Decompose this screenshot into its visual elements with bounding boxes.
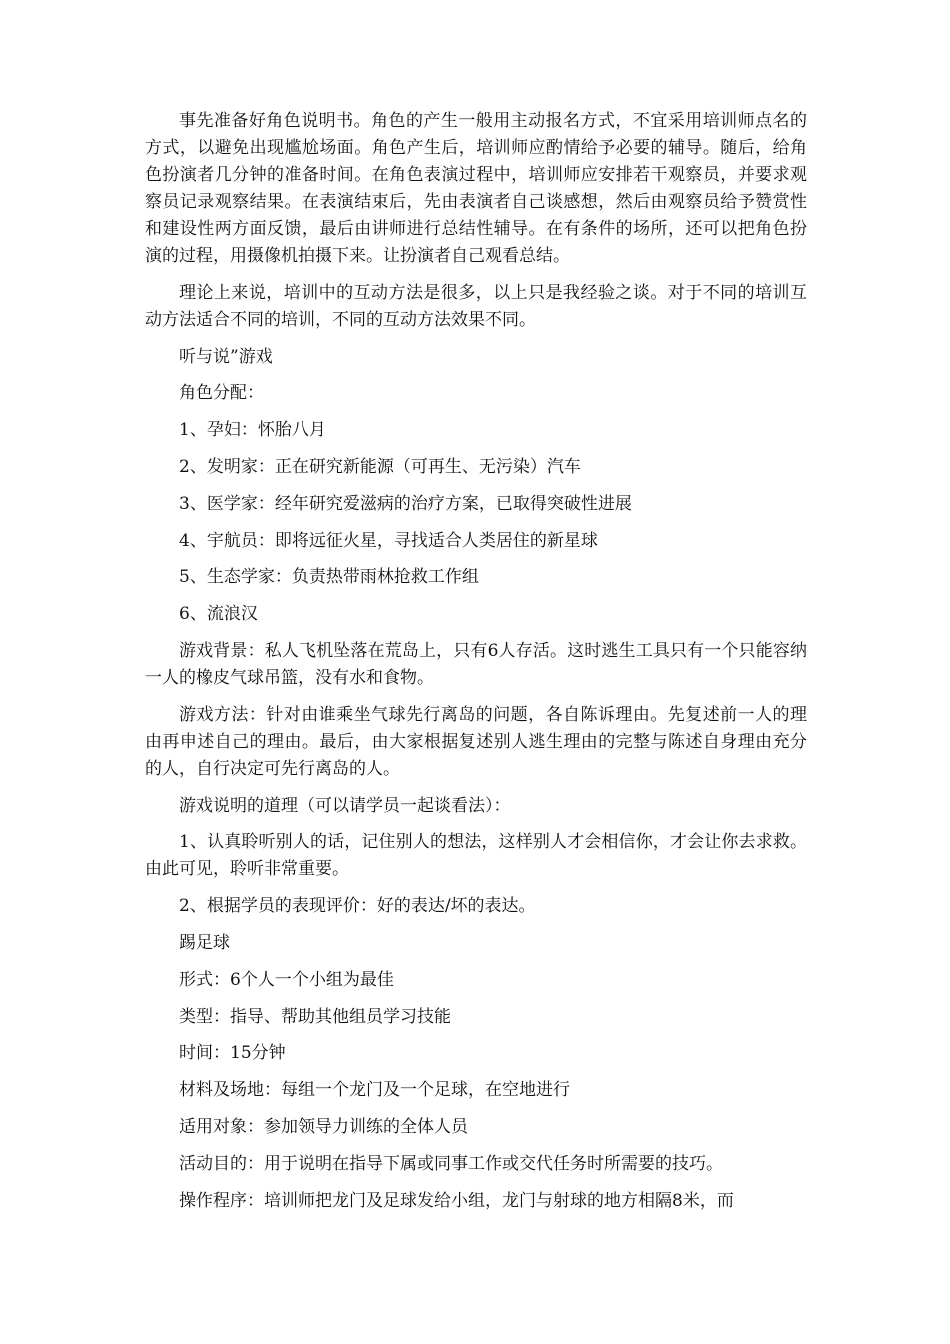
list-item-lesson-2: 2、根据学员的表现评价：好的表达/坏的表达。 (179, 896, 536, 917)
paragraph-target-audience: 适用对象：参加领导力训练的全体人员 (179, 1116, 468, 1137)
paragraph-role-assignment: 角色分配： (179, 383, 264, 404)
paragraph-materials-venue: 材料及场地：每组一个龙门及一个足球，在空地进行 (179, 1080, 570, 1101)
list-item-role-4: 4、宇航员：即将远征火星，寻找适合人类居住的新星球 (179, 530, 598, 551)
list-item-lesson-1: 1、认真聆听别人的话，记住别人的想法，这样别人才会相信你，才会让你去求救。由此可见，聆听非常重要。 (145, 832, 807, 880)
paragraph-time: 时间：15分钟 (179, 1043, 286, 1064)
list-item-role-2: 2、发明家：正在研究新能源（可再生、无污染）汽车 (179, 456, 581, 477)
paragraph-role-play-procedure: 事先准备好角色说明书。角色的产生一般用主动报名方式，不宜采用培训师点名的方式，以避免出现尴尬场面。角色产生后，培训师应酌情给予必要的辅导。随后，给角色扮演者几分钟的准备时间。在角色表演过程中，培训师应安排若干观察员，并要求观察员记录观察结果。在表演结束后，先由表演者自己谈感想，然后由观察员给予赞赏性和建设性两方面反馈，最后由讲师进行总结性辅导。在有条件的场所，还可以把角色扮演的过程，用摄像机拍摄下来。让扮演者自己观看总结。 (145, 111, 807, 266)
paragraph-format: 形式：6个人一个小组为最佳 (179, 969, 394, 990)
paragraph-game-method: 游戏方法：针对由谁乘坐气球先行离岛的问题，各自陈诉理由。先复述前一人的理由再申述自己的理由。最后，由大家根据复述别人逃生理由的完整与陈述自身理由充分的人，自行决定可先行离岛的人。 (145, 704, 807, 779)
list-item-role-5: 5、生态学家：负责热带雨林抢救工作组 (179, 567, 479, 588)
list-item-role-6: 6、流浪汉 (179, 604, 258, 625)
heading-kick-football: 踢足球 (179, 932, 230, 953)
paragraph-activity-purpose: 活动目的：用于说明在指导下属或同事工作或交代任务时所需要的技巧。 (179, 1153, 723, 1174)
paragraph-operating-procedure: 操作程序：培训师把龙门及足球发给小组，龙门与射球的地方相隔8米，而 (179, 1190, 734, 1211)
list-item-role-3: 3、医学家：经年研究爱滋病的治疗方案，已取得突破性进展 (179, 493, 632, 514)
paragraph-theory-summary: 理论上来说，培训中的互动方法是很多，以上只是我经验之谈。对于不同的培训互动方法适合不同的培训，不同的互动方法效果不同。 (145, 282, 807, 330)
document-body (145, 108, 807, 1224)
paragraph-game-lesson-intro: 游戏说明的道理（可以请学员一起谈看法）： (179, 795, 511, 816)
paragraph-game-background: 游戏背景：私人飞机坠落在荒岛上，只有6人存活。这时逃生工具只有一个只能容纳一人的橡皮气球吊篮，没有水和食物。 (145, 640, 807, 688)
list-item-role-1: 1、孕妇：怀胎八月 (179, 420, 326, 441)
paragraph-type: 类型：指导、帮助其他组员学习技能 (179, 1006, 451, 1027)
heading-listen-and-speak-game: 听与说”游戏 (179, 346, 273, 367)
